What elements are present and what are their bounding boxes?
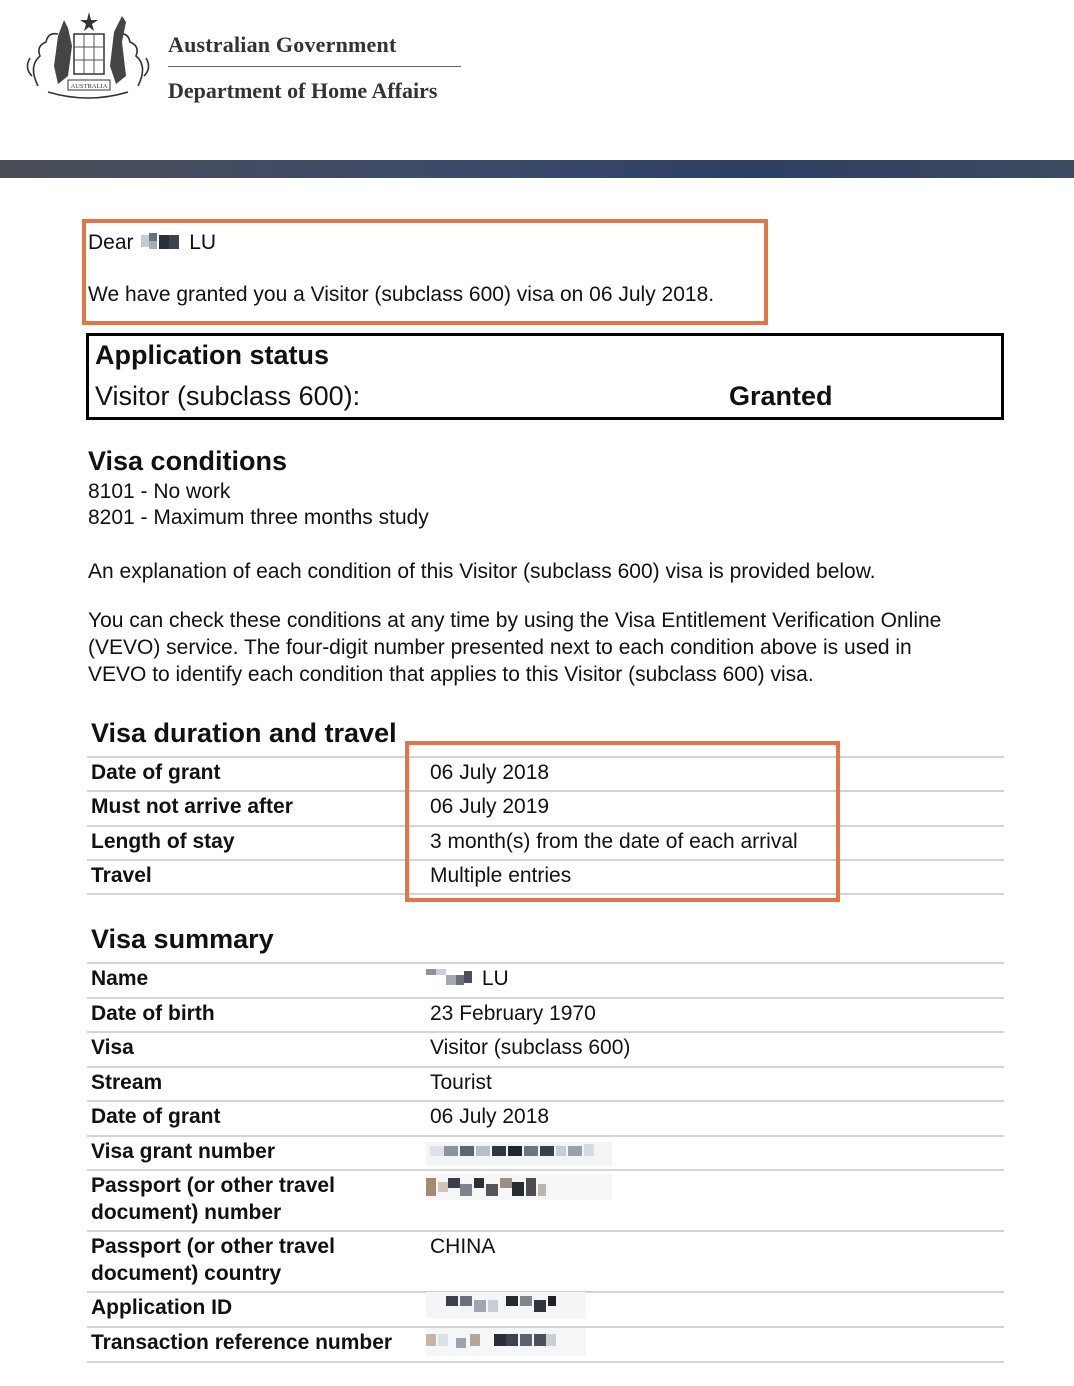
government-name: Australian Government: [168, 32, 397, 57]
header-banner: [0, 160, 1074, 178]
summary-row-label: Application ID: [91, 1296, 233, 1319]
summary-row-label: Date of grant: [91, 1105, 221, 1128]
duration-row-value: Multiple entries: [430, 864, 572, 887]
crest-scroll-text: AUSTRALIA: [70, 83, 108, 90]
vevo-paragraph-line: You can check these conditions at any time by using the Visa Entitlement Verification Online: [88, 609, 942, 632]
duration-row-label: Date of grant: [91, 761, 221, 784]
grant-message: We have granted you a Visitor (subclass 600) visa on 06 July 2018.: [88, 283, 715, 306]
visa-duration-title: Visa duration and travel: [91, 718, 397, 748]
conditions-explanation: An explanation of each condition of this Visitor (subclass 600) visa is provided below.: [88, 560, 876, 583]
redacted-passport-number: [426, 1174, 612, 1200]
summary-row-label: Stream: [91, 1071, 163, 1094]
summary-row-value: CHINA: [430, 1235, 496, 1258]
table-rule: [87, 1169, 1004, 1171]
status-value: Granted: [729, 381, 833, 411]
redacted-application-id: [426, 1292, 586, 1318]
table-rule: [87, 1066, 1004, 1068]
summary-label-line: Passport (or other travel: [91, 1235, 335, 1258]
vevo-paragraph-line: VEVO to identify each condition that applies to this Visitor (subclass 600) visa.: [88, 663, 814, 686]
summary-row-label: [91, 1172, 335, 1226]
duration-row-label: Travel: [91, 864, 152, 887]
application-status-box: [86, 333, 1004, 420]
summary-row-label: Date of birth: [91, 1002, 215, 1025]
header-divider: [168, 66, 461, 67]
status-visa-label: Visitor (subclass 600):: [95, 381, 361, 411]
table-rule: [87, 1135, 1004, 1137]
summary-row-label: Visa grant number: [91, 1140, 275, 1163]
department-name: Department of Home Affairs: [168, 78, 438, 103]
vevo-paragraph-line: (VEVO) service. The four-digit number presented next to each condition above is used in: [88, 636, 912, 659]
condition-item: 8101 - No work: [88, 480, 231, 503]
duration-row-label: Must not arrive after: [91, 795, 293, 818]
table-rule: [87, 1361, 1004, 1363]
summary-row-value: Visitor (subclass 600): [430, 1036, 631, 1059]
table-rule: [87, 962, 1004, 964]
redacted-first-name: [426, 965, 476, 987]
table-rule: [87, 1230, 1004, 1232]
summary-row-value: 23 February 1970: [430, 1002, 596, 1025]
greeting-line: [88, 231, 216, 255]
recipient-surname: LU: [189, 231, 217, 254]
dear-label: Dear: [88, 231, 134, 254]
summary-row-label: Name: [91, 967, 149, 990]
summary-row-label: [91, 1233, 335, 1287]
visa-conditions-title: Visa conditions: [88, 446, 288, 476]
summary-surname: LU: [481, 967, 509, 990]
application-status-title: Application status: [95, 340, 330, 370]
coat-of-arms-icon: [18, 6, 158, 106]
summary-label-line: document) number: [91, 1201, 282, 1224]
duration-row-value: 3 month(s) from the date of each arrival: [430, 830, 798, 853]
redacted-transaction-reference: [426, 1328, 586, 1356]
redacted-first-name: [139, 231, 183, 251]
summary-row-value: Tourist: [430, 1071, 492, 1094]
condition-item: 8201 - Maximum three months study: [88, 506, 429, 529]
summary-label-line: document) country: [91, 1262, 282, 1285]
visa-summary-title: Visa summary: [91, 924, 274, 954]
summary-row-label: Transaction reference number: [91, 1331, 393, 1354]
duration-row-value: 06 July 2019: [430, 795, 550, 818]
summary-row-label: Visa: [91, 1036, 134, 1059]
table-rule: [87, 1031, 1004, 1033]
redacted-visa-grant-number: [426, 1142, 612, 1166]
table-rule: [87, 1100, 1004, 1102]
duration-row-value: 06 July 2018: [430, 761, 550, 784]
letter-header: [0, 0, 1074, 160]
summary-label-line: Passport (or other travel: [91, 1174, 335, 1197]
summary-row-value: 06 July 2018: [430, 1105, 550, 1128]
summary-name-value: [426, 965, 509, 992]
duration-row-label: Length of stay: [91, 830, 235, 853]
table-rule: [87, 997, 1004, 999]
duration-highlight: [405, 741, 840, 902]
